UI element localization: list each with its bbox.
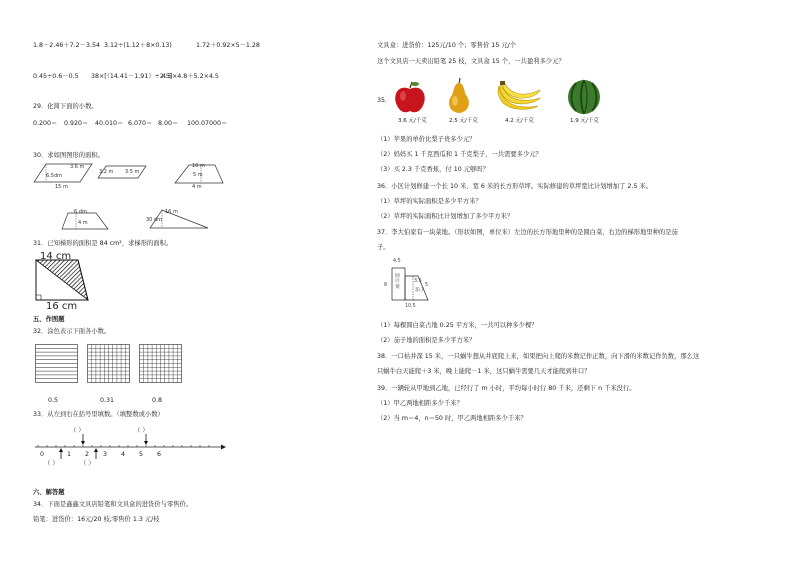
q30-title: 30．求如图图形的面积。	[33, 152, 104, 159]
q33-title: 33．从左到右在括号里填数。（填整数或小数）	[33, 411, 164, 418]
fig-label: 3.5	[414, 279, 422, 284]
q35-sub: （2）妈妈买 1 千克西瓜和 1 千克梨子，一共需要多少元？	[377, 151, 542, 158]
q32-title: 32．涂色表示下面各小数。	[33, 328, 111, 335]
fig-label: 圆白菜	[395, 274, 400, 290]
fig-label: 5	[425, 283, 429, 288]
calc-1: 1.8－2.46＋7.2－3.54	[33, 42, 100, 49]
q35-title: 35．	[377, 97, 392, 104]
number-line	[33, 425, 223, 470]
dim-label: 6 dm	[74, 209, 87, 215]
q35-sub: （3）买 2.3 千克香蕉，付 10 元够吗？	[377, 166, 489, 173]
q29-item: 6.070＝	[128, 120, 153, 127]
grid-value: 0.31	[100, 397, 115, 404]
dim-label: 3.6 m	[70, 164, 85, 170]
tick-label: 5	[139, 451, 144, 458]
q36-title: 36．小区计划修建一个长 10 米、宽 6 米的长方形草坪。实际修建的草坪宽比计划增加了 2.5 米。	[377, 183, 653, 190]
q29-item: 0.200＝	[33, 120, 58, 127]
tick-label: 1	[67, 451, 72, 458]
fig-label: 8	[384, 283, 388, 288]
dim-label: 30 dm	[146, 217, 162, 223]
calc-6: 4.5×4.8＋5.2×4.5	[162, 73, 219, 80]
stripe-grid	[35, 344, 79, 384]
dim-label: 6.5dm	[46, 173, 62, 179]
hundred-grid	[87, 344, 131, 384]
dim-label: 3.5 m	[125, 169, 140, 175]
q37-title-cont: 子。	[377, 244, 390, 251]
answer-paren[interactable]: （ ）	[44, 460, 59, 467]
banana-icon	[496, 80, 542, 114]
q36-sub: （1）草坪的实际面积是多少平方米？	[377, 198, 482, 205]
tick-label: 2	[85, 451, 90, 458]
fruit-price: 2.5 元/千克	[449, 118, 478, 124]
pear-icon	[444, 77, 474, 115]
grid-value: 0.8	[152, 397, 163, 404]
q34-pencil: 铅笔：进货价：16元/20 枝;零售价 1.3 元/枝	[33, 516, 160, 523]
dim-label: 15 m	[55, 184, 68, 190]
answer-paren[interactable]: （ ）	[80, 460, 95, 467]
q36-sub: （2）草坪的实际面积比计划增加了多少平方米？	[377, 213, 514, 220]
q38-title-cont: 只蜗牛白天能爬＋3 米，晚上能爬－1 米，这只蜗牛需要几天才能爬到井口？	[377, 368, 591, 375]
calc-3: 1.72＋0.92×5－1.28	[196, 42, 260, 49]
fig-label: 4.5	[393, 259, 401, 264]
hundred-grid	[139, 344, 183, 384]
fruit-price: 3.6 元/千克	[398, 118, 427, 124]
q29-item: 0.920＝	[64, 120, 89, 127]
q37-sub: （2）茄子地的面积是多少平方米？	[377, 337, 476, 344]
dim-label: 4 m	[192, 184, 202, 190]
q39-title: 39．一辆轮从甲地到乙地，已经行了 m 小时，平均每小时行 80 千米，还剩下 n 千米没行。	[377, 385, 636, 392]
grid-value: 0.5	[48, 397, 59, 404]
q39-sub: （2）当 m＝4，n＝50 时，甲乙两地相距多少千米？	[377, 415, 527, 422]
q29-item: 40.010＝	[95, 120, 124, 127]
tick-label: 0	[40, 451, 45, 458]
q29-item: 8.00＝	[158, 120, 179, 127]
q31-top-label: 14 cm	[40, 251, 72, 262]
q34-question: 这个文具店一天卖出铅笔 25 枝，文具盒 15 个，一共盈利多少元？	[377, 58, 565, 65]
q29-title: 29．化简下面的小数。	[33, 103, 98, 110]
q34-box: 文具盒：进货价：125元/10 个；零售价 15 元/个	[377, 42, 517, 49]
q38-title: 38．一口枯井深 15 米，一只蜗牛想从井底爬上来，如果把向上爬的米数记作正数，向下滑的米数记作负数，那么这	[377, 353, 700, 360]
fig-label: 茄子	[415, 288, 425, 293]
q39-sub: （1）甲乙两地相距多少千米？	[377, 400, 463, 407]
dim-label: 3.2 m	[99, 169, 114, 175]
tick-label: 3	[103, 451, 108, 458]
calc-5: 38×[（14.41－1.91）÷2.5]	[91, 73, 173, 80]
dim-label: 5 m	[193, 172, 203, 178]
q31-bottom-label: 16 cm	[46, 301, 78, 312]
dim-label: 4 m	[78, 220, 88, 226]
tick-label: 4	[121, 451, 126, 458]
fig-label: 10.5	[405, 304, 416, 309]
dim-label: 10 m	[192, 163, 205, 169]
q37-sub: （1）每棵圆白菜占地 0.25 平方米，一共可以种多少棵？	[377, 322, 538, 329]
section-5-title: 五、作图题	[33, 316, 65, 323]
fruit-price: 1.9 元/千克	[570, 118, 599, 124]
q34-title: 34．下面是鑫鑫文具店铅笔和文具盒的进货价与零售价。	[33, 501, 193, 508]
q37-title: 37．李大伯家有一块菜地。（形状如图，单位米）左边的长方形地里种的是圆白菜，右边的梯形地里种的是茄	[377, 229, 678, 236]
answer-paren[interactable]: （ ）	[134, 427, 149, 434]
dim-label: 16 m	[165, 209, 178, 215]
q35-sub: （1）苹果的单价比梨子贵多少元？	[377, 136, 476, 143]
calc-4: 0.45÷0.6－0.5	[33, 73, 79, 80]
section-6-title: 六、解答题	[33, 489, 65, 496]
answer-paren[interactable]: （ ）	[70, 427, 85, 434]
q29-item: 100.07000＝	[187, 120, 228, 127]
tick-label: 6	[157, 451, 162, 458]
apple-icon	[393, 80, 427, 116]
q31-title: 31．已知梯形的面积是 84 cm²，求梯形的面积。	[33, 240, 173, 247]
calc-2: 3.12÷(1.12＋8×0.13)	[104, 42, 172, 49]
watermelon-icon	[566, 77, 602, 115]
fruit-price: 4.2 元/千克	[505, 118, 534, 124]
parallelogram-shape	[34, 162, 94, 184]
